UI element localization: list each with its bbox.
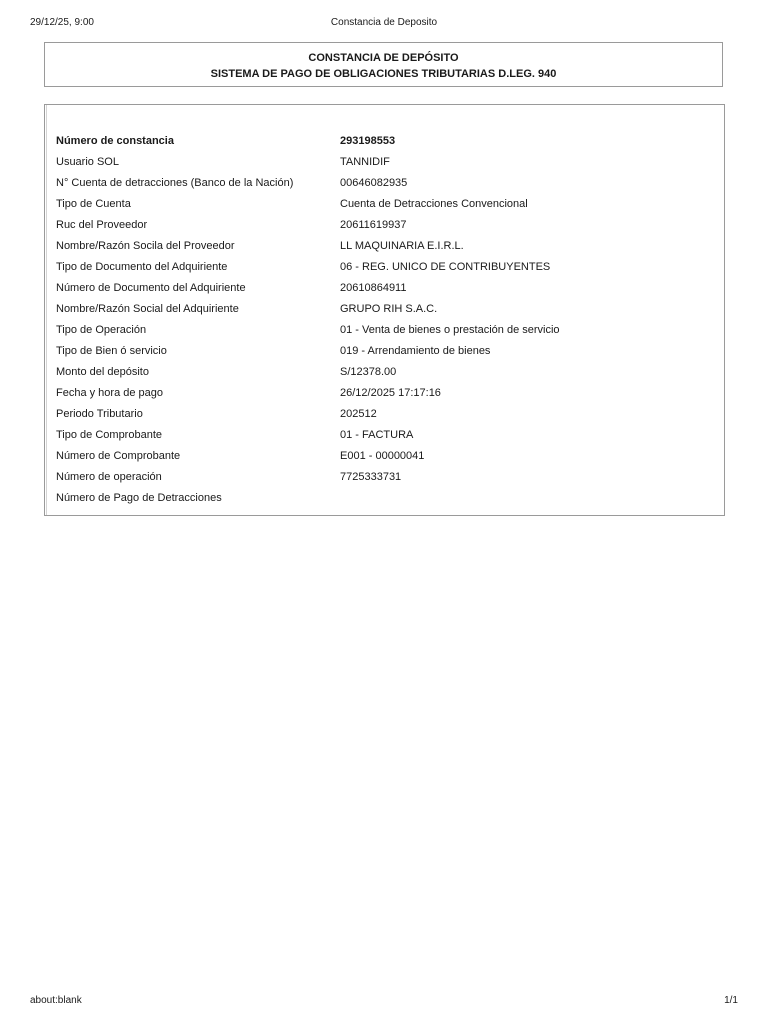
detail-value: 26/12/2025 17:17:16 bbox=[340, 387, 441, 399]
detail-value: 00646082935 bbox=[340, 177, 408, 189]
detail-value: LL MAQUINARIA E.I.R.L. bbox=[340, 240, 464, 252]
certificate-subtitle: SISTEMA DE PAGO DE OBLIGACIONES TRIBUTARIAS D.LEG. 940 bbox=[210, 68, 557, 80]
detail-label: Nombre/Razón Social del Adquiriente bbox=[56, 303, 239, 315]
deposit-details-list bbox=[56, 134, 714, 512]
print-url: about:blank bbox=[30, 995, 82, 1006]
detail-label: Tipo de Cuenta bbox=[56, 198, 131, 210]
detail-row-tipo-operacion bbox=[56, 323, 714, 344]
detail-value: S/12378.00 bbox=[340, 366, 397, 378]
detail-row-numero-constancia bbox=[56, 134, 714, 155]
detail-row-monto-deposito bbox=[56, 365, 714, 386]
detail-row-numero-comprobante bbox=[56, 449, 714, 470]
detail-value: Cuenta de Detracciones Convencional bbox=[340, 198, 528, 210]
detail-row-nombre-proveedor bbox=[56, 239, 714, 260]
detail-label: Nombre/Razón Socila del Proveedor bbox=[56, 240, 235, 252]
detail-row-numero-documento-adquiriente bbox=[56, 281, 714, 302]
detail-value: 01 - FACTURA bbox=[340, 429, 414, 441]
detail-row-tipo-cuenta bbox=[56, 197, 714, 218]
print-footer bbox=[30, 995, 738, 1009]
detail-label: Fecha y hora de pago bbox=[56, 387, 164, 399]
detail-row-periodo-tributario bbox=[56, 407, 714, 428]
detail-label: Tipo de Comprobante bbox=[56, 429, 162, 441]
detail-value: E001 - 00000041 bbox=[340, 450, 425, 462]
detail-row-tipo-documento-adquiriente bbox=[56, 260, 714, 281]
detail-row-nombre-adquiriente bbox=[56, 302, 714, 323]
detail-value: 20610864911 bbox=[340, 282, 407, 294]
detail-row-numero-operacion bbox=[56, 470, 714, 491]
detail-value: 20611619937 bbox=[340, 219, 407, 231]
detail-box-inner-border bbox=[46, 105, 47, 515]
detail-label: Monto del depósito bbox=[56, 366, 149, 378]
detail-label: Usuario SOL bbox=[56, 156, 119, 168]
detail-label: Número de Comprobante bbox=[56, 450, 181, 462]
detail-row-tipo-bien-servicio bbox=[56, 344, 714, 365]
print-document-title: Constancia de Deposito bbox=[330, 17, 438, 28]
detail-value: TANNIDIF bbox=[340, 156, 390, 168]
print-header bbox=[30, 17, 738, 31]
detail-label: Número de Documento del Adquiriente bbox=[56, 282, 246, 294]
detail-row-tipo-comprobante bbox=[56, 428, 714, 449]
detail-label: Periodo Tributario bbox=[56, 408, 143, 420]
deposit-details-box bbox=[44, 104, 725, 516]
detail-label: Número de operación bbox=[56, 471, 162, 483]
detail-row-cuenta-detracciones bbox=[56, 176, 714, 197]
detail-row-numero-pago-detracciones bbox=[56, 491, 714, 512]
detail-value: 7725333731 bbox=[340, 471, 402, 483]
detail-row-ruc-proveedor bbox=[56, 218, 714, 239]
certificate-title-box bbox=[44, 42, 723, 87]
detail-label: Tipo de Bien ó servicio bbox=[56, 345, 167, 357]
detail-label: Ruc del Proveedor bbox=[56, 219, 148, 231]
detail-label: Número de Pago de Detracciones bbox=[56, 492, 222, 504]
detail-row-fecha-hora-pago bbox=[56, 386, 714, 407]
detail-value: 06 - REG. UNICO DE CONTRIBUYENTES bbox=[340, 261, 551, 273]
page-count: 1/1 bbox=[724, 995, 738, 1006]
detail-value: 293198553 bbox=[340, 135, 396, 147]
detail-value: GRUPO RIH S.A.C. bbox=[340, 303, 438, 315]
detail-value: 01 - Venta de bienes o prestación de servicio bbox=[340, 324, 560, 336]
detail-value: 202512 bbox=[340, 408, 377, 420]
detail-label: Número de constancia bbox=[56, 135, 174, 147]
detail-label: Tipo de Documento del Adquiriente bbox=[56, 261, 228, 273]
certificate-title: CONSTANCIA DE DEPÓSITO bbox=[308, 52, 459, 64]
detail-value: 019 - Arrendamiento de bienes bbox=[340, 345, 491, 357]
print-date: 29/12/25, 9:00 bbox=[30, 17, 94, 28]
detail-label: N° Cuenta de detracciones (Banco de la Nación) bbox=[56, 177, 294, 189]
detail-row-usuario-sol bbox=[56, 155, 714, 176]
detail-label: Tipo de Operación bbox=[56, 324, 147, 336]
